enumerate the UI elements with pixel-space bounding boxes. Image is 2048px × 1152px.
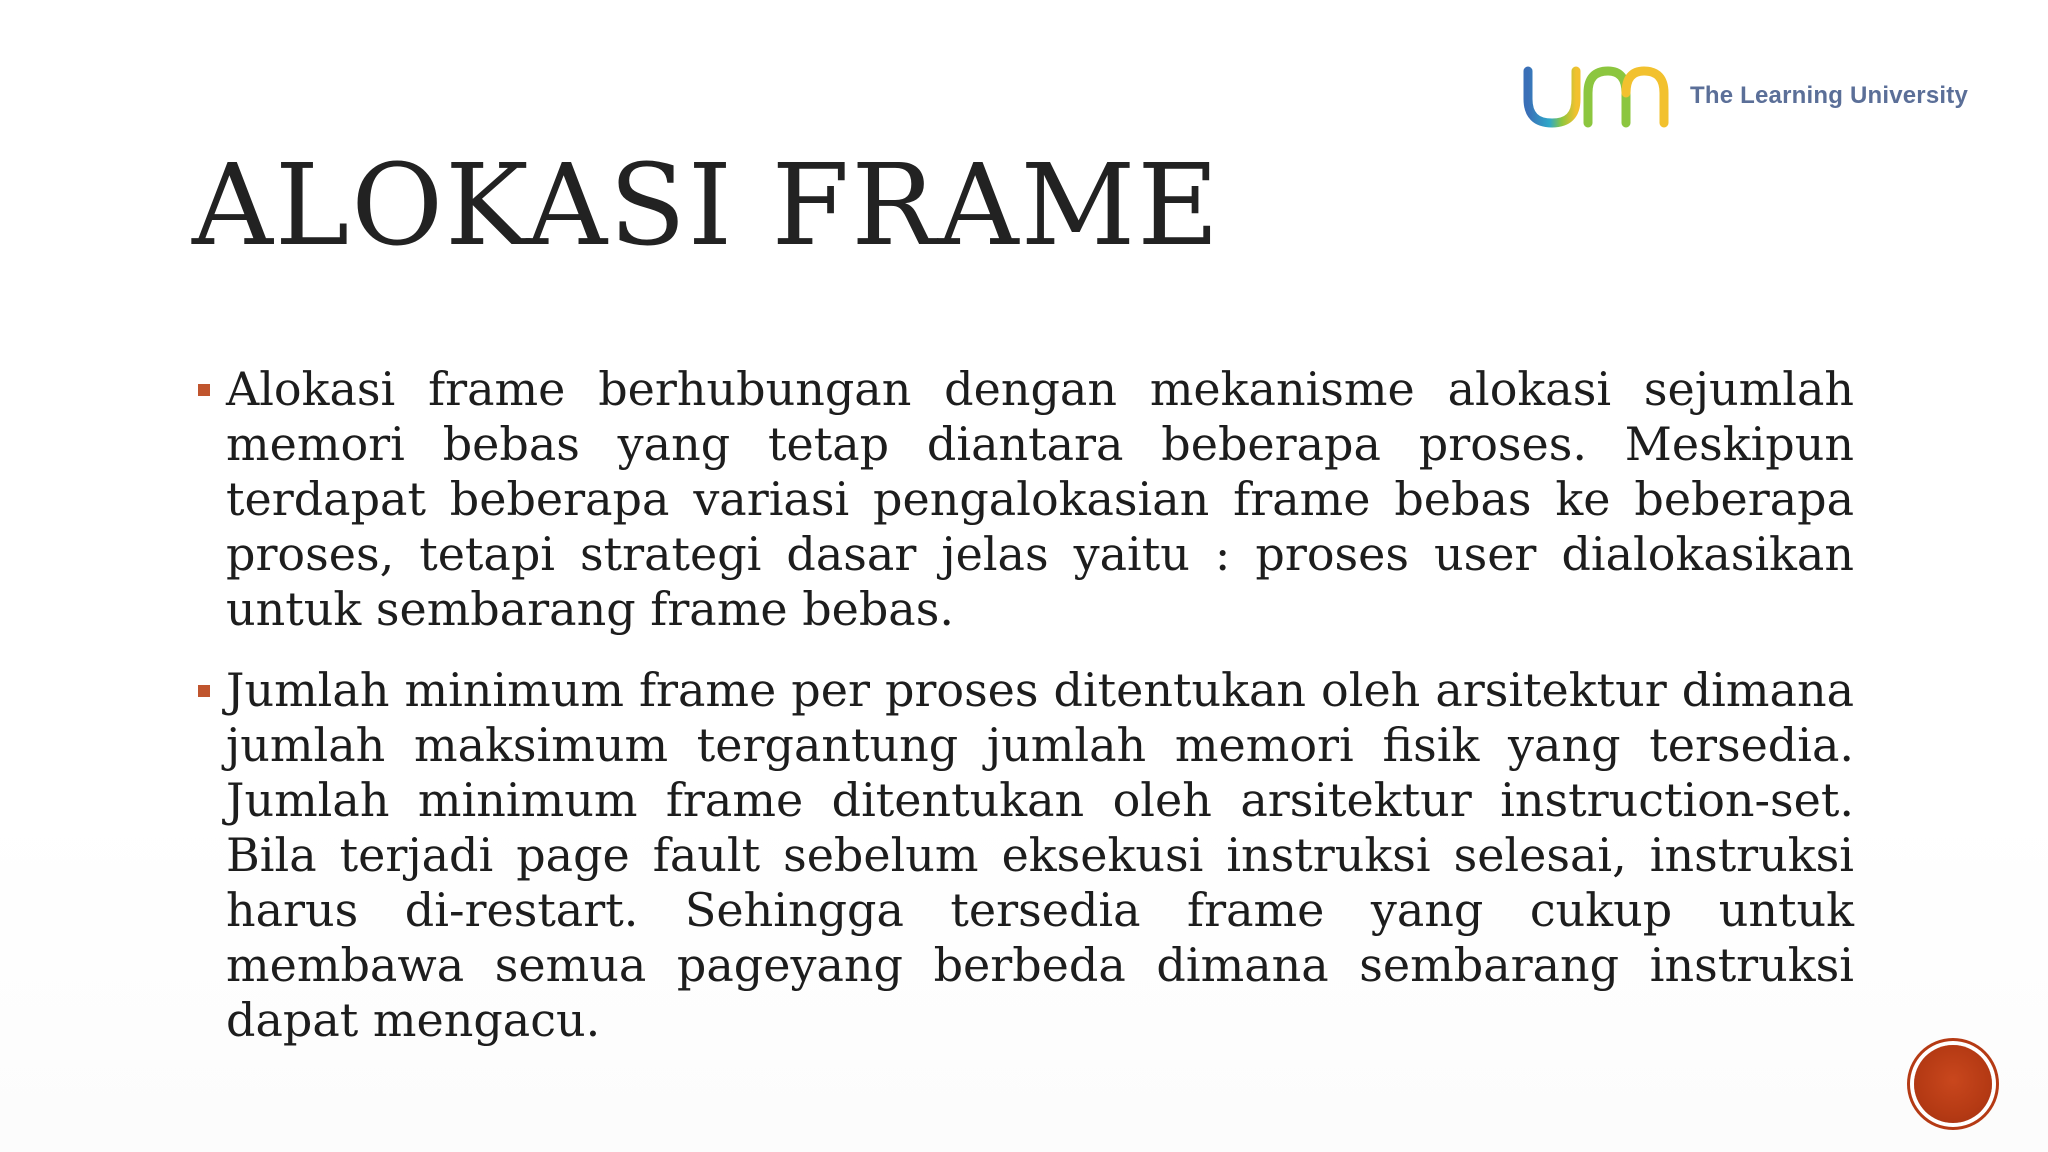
logo-tagline: The Learning University — [1690, 82, 1968, 109]
slide-title: ALOKASI FRAME — [192, 141, 1222, 271]
square-bullet-icon — [198, 384, 210, 396]
bullet-item — [196, 663, 1854, 1048]
university-logo — [1520, 56, 1968, 136]
square-bullet-icon — [198, 685, 210, 697]
um-logo-icon — [1520, 61, 1672, 131]
decorative-circle-icon — [1914, 1045, 1992, 1123]
bullet-text: Jumlah minimum frame per proses ditentukan oleh arsitektur dimana jumlah maksimum tergantung jumlah memori fisik yang tersedia. Jumlah minimum frame ditentukan oleh arsitektur instruction-set. Bila terjadi page fault sebelum eksekusi instruksi selesai, instruksi harus di-restart. Sehingga tersedia frame yang cukup untuk membawa semua pageyang berbeda dimana sembarang instruksi dapat mengacu. — [226, 663, 1854, 1047]
bullet-text: Alokasi frame berhubungan dengan mekanisme alokasi sejumlah memori bebas yang tetap diantara beberapa proses. Meskipun terdapat beberapa variasi pengalokasian frame bebas ke beberapa proses, tetapi strategi dasar jelas yaitu : proses user dialokasikan untuk sembarang frame bebas. — [226, 362, 1854, 636]
bullet-list — [196, 362, 1854, 1074]
bullet-item — [196, 362, 1854, 637]
